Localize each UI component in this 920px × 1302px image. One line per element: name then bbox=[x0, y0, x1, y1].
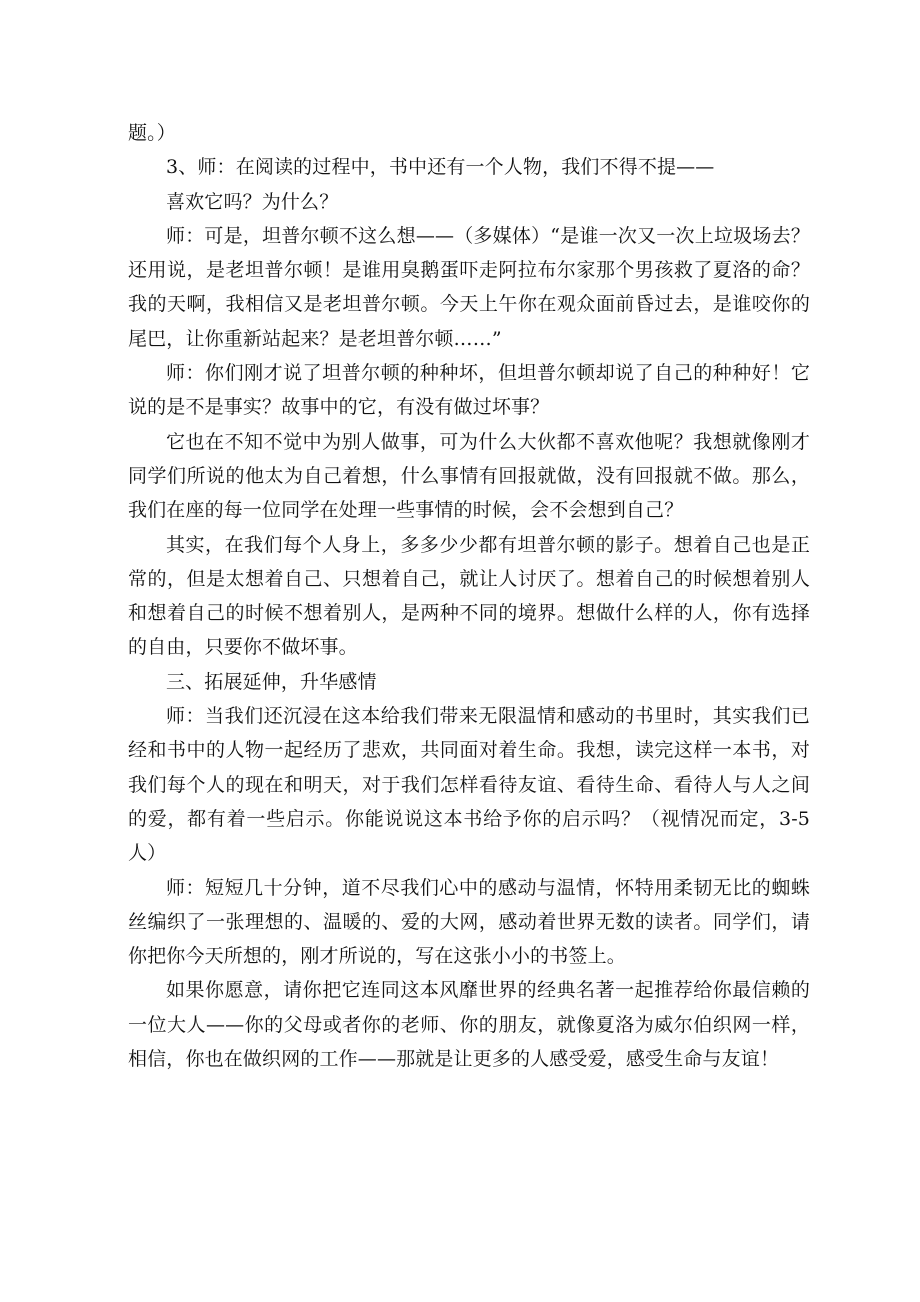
paragraph-unknowingly: 它也在不知不觉中为别人做事，可为什么大伙都不喜欢他呢？我想就像刚才同学们所说的他太为自己着想，什么事情有回报就做，没有回报就不做。那么，我们在座的每一位同学在处理一些事情的时候，会不会想到自己？ bbox=[128, 430, 810, 522]
paragraph-like-it: 喜欢它吗？为什么？ bbox=[166, 190, 339, 213]
section-heading-extension: 三、拓展延伸，升华感情 bbox=[166, 670, 377, 693]
paragraph-recommend: 如果你愿意，请你把它连同这本风靡世界的经典名著一起推荐给你最信赖的一位大人——你的父母或者你的老师、你的朋友，就像夏洛为威尔伯织网一样，相信，你也在做织网的工作——那就是让更多的人感受爱，感受生命与友谊！ bbox=[128, 979, 810, 1071]
paragraph-bookmark: 师：短短几十分钟，道不尽我们心中的感动与温情，怀特用柔韧无比的蜘蛛丝编织了一张理想的、温暖的、爱的大网，感动着世界无数的读者。同学们，请你把你今天所想的，刚才所说的，写在这张小小的书签上。 bbox=[128, 876, 810, 968]
paragraph-question-3: 3、师：在阅读的过程中，书中还有一个人物，我们不得不提—— bbox=[166, 156, 715, 179]
paragraph-continuation: 题。） bbox=[128, 122, 176, 144]
paragraph-inspiration: 师：当我们还沉浸在这本给我们带来无限温情和感动的书里时，其实我们已经和书中的人物一起经历了悲欢，共同面对着生命。我想，读完这样一本书，对我们每个人的现在和明天，对于我们怎样看待友谊、看待生命、看待人与人之间的爱，都有着一些启示。你能说说这本书给予你的启示吗？（视情况而定，3-5 人） bbox=[128, 705, 810, 865]
paragraph-templeton-quote: 师：可是，坦普尔顿不这么想——（多媒体）“是谁一次又一次上垃圾场去？还用说，是老坦普尔顿！是谁用臭鹅蛋吓走阿拉布尔家那个男孩救了夏洛的命？我的天啊，我相信又是老坦普尔顿。今天上午你在观众面前昏过去，是谁咬你的尾巴，让你重新站起来？是老坦普尔顿……” bbox=[128, 224, 810, 350]
document-body bbox=[128, 116, 810, 1076]
paragraph-shadow: 其实，在我们每个人身上，多多少少都有坦普尔顿的影子。想着自己也是正常的，但是太想着自己、只想着自己，就让人讨厌了。想着自己的时候想着别人和想着自己的时候不想着别人，是两种不同的境界。想做什么样的人，你有选择的自由，只要你不做坏事。 bbox=[128, 533, 810, 659]
paragraph-templeton-good: 师：你们刚才说了坦普尔顿的种种坏，但坦普尔顿却说了自己的种种好！它说的是不是事实？故事中的它，有没有做过坏事？ bbox=[128, 362, 810, 419]
